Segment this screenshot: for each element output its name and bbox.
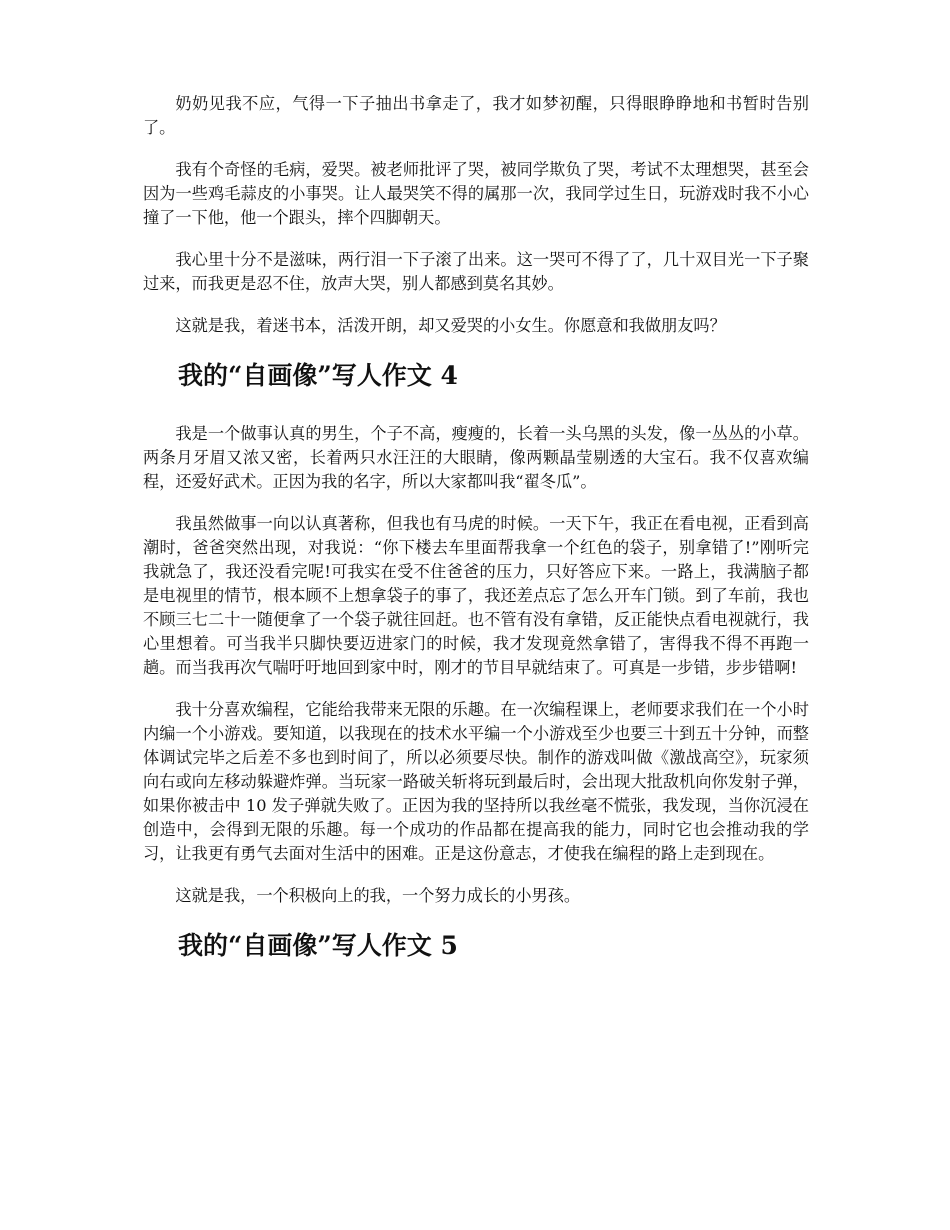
paragraph-conclusion-girl: 这就是我，着迷书本，活泼开朗，却又爱哭的小女生。你愿意和我做朋友吗？ [175, 316, 726, 335]
paragraph-careless-story: 我虽然做事一向以认真著称，但我也有马虎的时候。一天下午，我正在看电视，正看到高潮时，爸爸突然出现，对我说：“你下楼去车里面帮我拿一个红色的袋子，别拿错了!”刚听完我就急了，我还没看完呢!可我实在受不住爸爸的压力，只好答应下来。一路上，我满脑子都是电视里的情节，根本顾不上想拿袋子的事了，我还差点忘了怎么开车门锁。到了车前，我也不顾三七二十一随便拿了一个袋子就往回赶。也不管有没有拿错，反正能快点看电视就行，我心里想着。可当我半只脚快要迈进家门的时候，我才发现竟然拿错了，害得我不得不再跑一趟。而当我再次气喘吁吁地回到家中时，刚才的节目早就结束了。可真是一步错，步步错啊! [143, 514, 809, 677]
paragraph-self-description: 我是一个做事认真的男生，个子不高，瘦瘦的，长着一头乌黑的头发，像一丛丛的小草。两条月牙眉又浓又密，长着两只水汪汪的大眼睛，像两颗晶莹剔透的大宝石。我不仅喜欢编程，还爱好武术。正因为我的名字，所以大家都叫我“翟冬瓜”。 [143, 424, 809, 491]
paragraph-conclusion-boy: 这就是我，一个积极向上的我，一个努力成长的小男孩。 [175, 886, 581, 905]
document-page [143, 92, 809, 986]
paragraph-tears: 我心里十分不是滋味，两行泪一下子滚了出来。这一哭可不得了了，几十双目光一下子聚过来，而我更是忍不住，放声大哭，别人都感到莫名其妙。 [143, 250, 809, 293]
essay-heading-4: 我的“自画像”写人作文 4 [178, 361, 458, 390]
essay-heading-5: 我的“自画像”写人作文 5 [178, 931, 458, 960]
paragraph-programming: 我十分喜欢编程，它能给我带来无限的乐趣。在一次编程课上，老师要求我们在一个小时内编一个小游戏。要知道，以我现在的技术水平编一个小游戏至少也要三十到五十分钟，而整体调试完毕之后差不多也到时间了，所以必须要尽快。制作的游戏叫做《激战高空》，玩家须向右或向左移动躲避炸弹。当玩家一路破关斩将玩到最后时，会出现大批敌机向你发射子弹，如果你被击中 10 发子弹就失败了。正因为我的坚持所以我丝毫不慌张，我发现，当你沉浸在创造中，会得到无限的乐趣。每一个成功的作品都在提高我的能力，同时它也会推动我的学习，让我更有勇气去面对生活中的困难。正是这份意志，才使我在编程的路上走到现在。 [143, 700, 809, 863]
paragraph-crying-habit: 我有个奇怪的毛病，爱哭。被老师批评了哭，被同学欺负了哭，考试不太理想哭，甚至会因为一些鸡毛蒜皮的小事哭。让人最哭笑不得的属那一次，我同学过生日，玩游戏时我不小心撞了一下他，他一个跟头，摔个四脚朝天。 [143, 160, 809, 227]
paragraph-grandma-takes-book: 奶奶见我不应，气得一下子抽出书拿走了，我才如梦初醒，只得眼睁睁地和书暂时告别了。 [143, 94, 809, 137]
